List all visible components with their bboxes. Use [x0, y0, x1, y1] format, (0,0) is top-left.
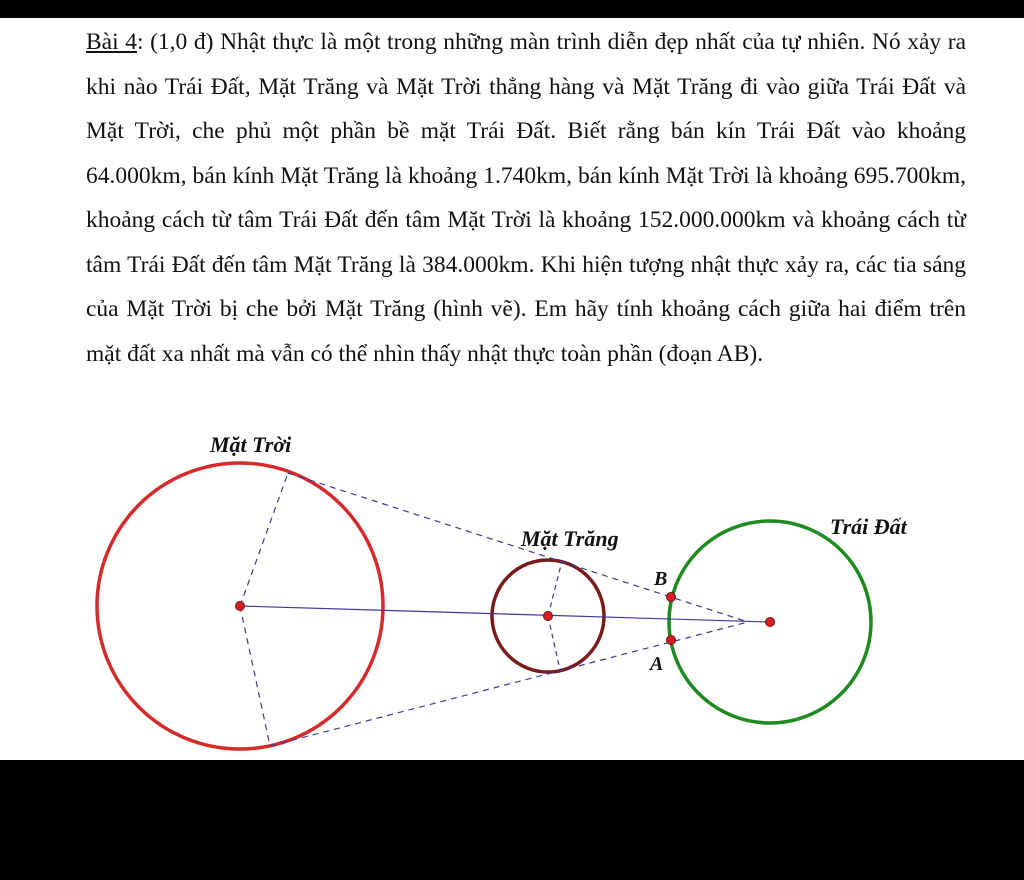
document-page: [0, 18, 1024, 760]
moon-center: [544, 612, 553, 621]
center-line: [240, 606, 770, 622]
point-b-marker: [667, 593, 676, 602]
problem-points: : (1,0 đ): [136, 29, 221, 55]
lower-tangent-ray: [270, 622, 748, 746]
point-b-label: B: [654, 568, 668, 590]
moon-label: Mặt Trăng: [521, 526, 619, 551]
problem-label: Bài 4: [86, 29, 137, 55]
sun-upper-radius: [240, 473, 288, 606]
moon-upper-radius: [548, 561, 562, 616]
moon-lower-radius: [548, 616, 560, 670]
point-a-marker: [667, 636, 676, 645]
eclipse-diagram: [0, 18, 1024, 760]
sun-center: [236, 602, 245, 611]
sun-label: Mặt Trời: [210, 432, 292, 457]
earth-center: [766, 618, 775, 627]
sun-lower-radius: [240, 606, 270, 746]
point-a-label: A: [650, 653, 664, 675]
upper-tangent-ray: [288, 473, 748, 622]
earth-label: Trái Đất: [830, 514, 907, 539]
problem-body: Nhật thực là một trong những màn trình diễn đẹp nhất của tự nhiên. Nó xảy ra khi nào Trái Đất, Mặt Trăng và Mặt Trời thẳng hàng và Mặt Trăng đi vào giữa Trái Đất và Mặt Trời, che phủ một phần bề mặt Trái Đất. Biết rằng bán kín Trái Đất vào khoảng 64.000km, bán kính Mặt Trăng là khoảng 1.740km, bán kính Mặt Trời là khoảng 695.700km, khoảng cách từ tâm Trái Đất đến tâm Mặt Trời là khoảng 152.000.000km và khoảng cách từ tâm Trái Đất đến tâm Mặt Trăng là 384.000km. Khi hiện tượng nhật thực xảy ra, các tia sáng của Mặt Trời bị che bởi Mặt Trăng (hình vẽ). Em hãy tính khoảng cách giữa hai điểm trên mặt đất xa nhất mà vẫn có thể nhìn thấy nhật thực toàn phần (đoạn AB).: [86, 29, 966, 367]
